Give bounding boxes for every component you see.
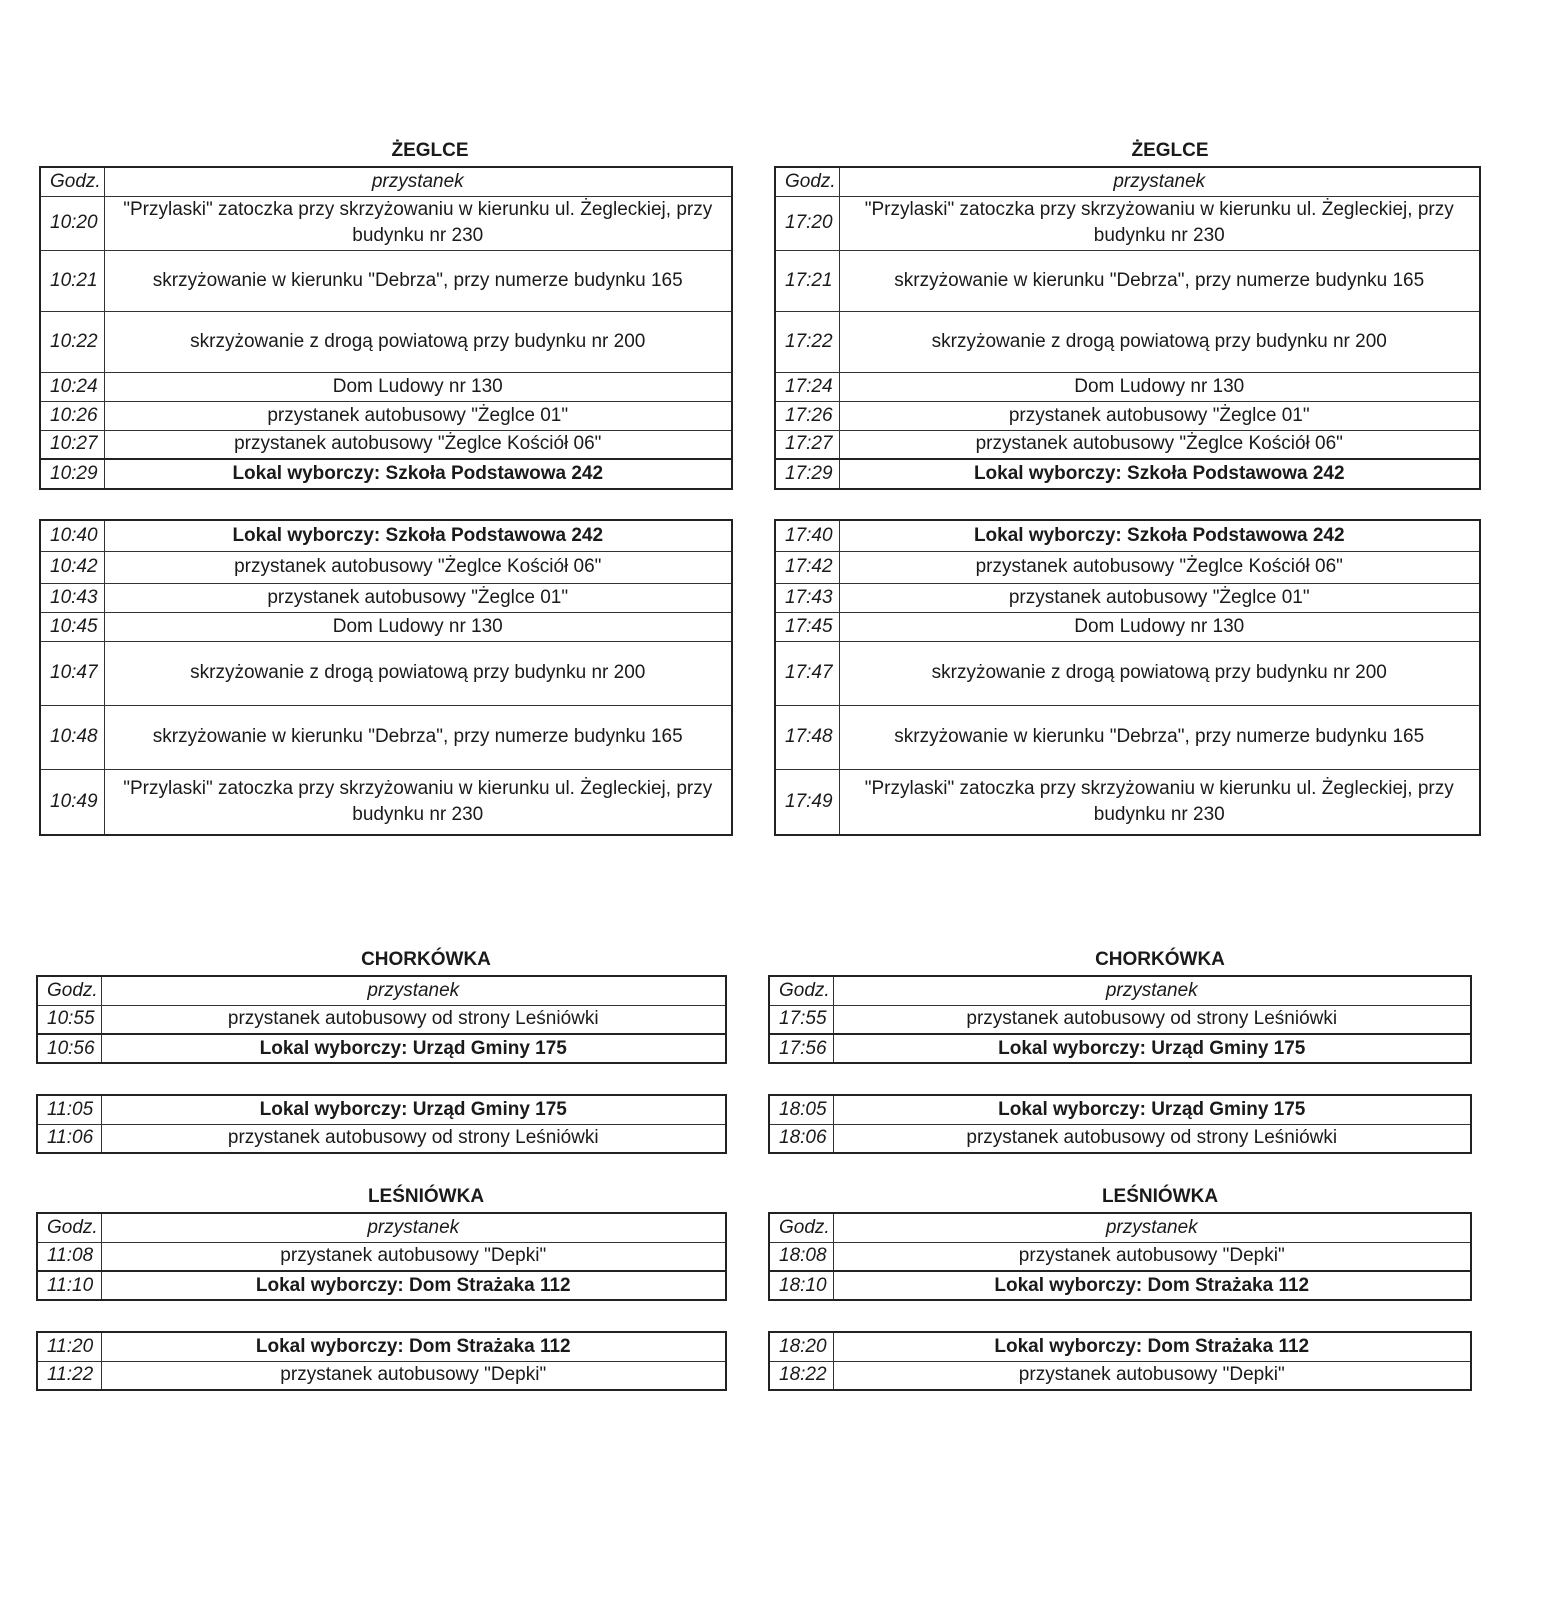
timetable-zeglce-morning-return [39, 519, 733, 836]
table-row [775, 520, 1480, 551]
departure-time: 17:26 [775, 401, 839, 430]
table-row [775, 769, 1480, 835]
table-row [37, 1271, 726, 1300]
stop-name: przystanek autobusowy "Depki" [833, 1242, 1471, 1271]
header-stop: przystanek [101, 1213, 726, 1242]
polling-station-stop: Lokal wyborczy: Urząd Gminy 175 [833, 1034, 1471, 1063]
departure-time: 17:42 [775, 551, 839, 583]
table-row [37, 1124, 726, 1153]
stop-name: przystanek autobusowy od strony Leśniówki [833, 1124, 1471, 1153]
stop-name: przystanek autobusowy "Żeglce 01" [839, 401, 1480, 430]
departure-time: 10:56 [37, 1034, 101, 1063]
section-title-chorkowka-right: CHORKÓWKA [1095, 949, 1225, 970]
stop-name: przystanek autobusowy od strony Leśniówki [833, 1005, 1471, 1034]
stop-name: skrzyżowanie z drogą powiatową przy budynku nr 200 [839, 311, 1480, 372]
section-title-zeglce-left: ŻEGLCE [391, 140, 469, 161]
header-stop: przystanek [833, 976, 1471, 1005]
departure-time: 10:26 [40, 401, 104, 430]
table-row [40, 250, 732, 311]
table-row [775, 583, 1480, 612]
stop-name: skrzyżowanie w kierunku "Debrza", przy numerze budynku 165 [839, 250, 1480, 311]
stop-name: skrzyżowanie w kierunku "Debrza", przy numerze budynku 165 [104, 705, 732, 769]
table-row [40, 196, 732, 250]
stop-name: skrzyżowanie z drogą powiatową przy budynku nr 200 [104, 311, 732, 372]
polling-station-stop: Lokal wyborczy: Urząd Gminy 175 [101, 1034, 726, 1063]
header-row [37, 1213, 726, 1242]
departure-time: 17:55 [769, 1005, 833, 1034]
section-title-zeglce-right: ŻEGLCE [1131, 140, 1209, 161]
departure-time: 18:20 [769, 1332, 833, 1361]
table-row [40, 705, 732, 769]
table-row [775, 372, 1480, 401]
timetable-lesniowka-evening-out [768, 1212, 1472, 1301]
departure-time: 10:48 [40, 705, 104, 769]
stop-name: Dom Ludowy nr 130 [839, 372, 1480, 401]
departure-time: 10:43 [40, 583, 104, 612]
departure-time: 17:48 [775, 705, 839, 769]
table-row [775, 641, 1480, 705]
table-row [37, 1332, 726, 1361]
stop-name: skrzyżowanie w kierunku "Debrza", przy numerze budynku 165 [104, 250, 732, 311]
polling-station-stop: Lokal wyborczy: Szkoła Podstawowa 242 [104, 520, 732, 551]
section-title-lesniowka-right: LEŚNIÓWKA [1101, 1186, 1219, 1207]
table-row [37, 1034, 726, 1063]
timetable-zeglce-evening-return [774, 519, 1481, 836]
table-row [775, 459, 1480, 489]
timetable-zeglce-evening-out [774, 166, 1481, 490]
stop-name: przystanek autobusowy "Żeglce Kościół 06" [839, 551, 1480, 583]
departure-time: 17:21 [775, 250, 839, 311]
departure-time: 17:29 [775, 459, 839, 489]
header-row [37, 976, 726, 1005]
timetable-lesniowka-evening-return [768, 1331, 1472, 1391]
stop-name: skrzyżowanie z drogą powiatową przy budynku nr 200 [104, 641, 732, 705]
table-row [769, 1332, 1471, 1361]
stop-name: przystanek autobusowy "Żeglce Kościół 06" [104, 551, 732, 583]
stop-name: przystanek autobusowy "Żeglce 01" [104, 583, 732, 612]
table-row [40, 372, 732, 401]
section-title-chorkowka-left: CHORKÓWKA [361, 949, 491, 970]
stop-name: "Przylaski" zatoczka przy skrzyżowaniu w kierunku ul. Żegleckiej, przy budynku nr 230 [104, 769, 732, 835]
table-row [775, 401, 1480, 430]
table-row [775, 430, 1480, 459]
header-row [775, 167, 1480, 196]
polling-station-stop: Lokal wyborczy: Szkoła Podstawowa 242 [839, 459, 1480, 489]
table-row [769, 1124, 1471, 1153]
departure-time: 18:06 [769, 1124, 833, 1153]
header-time: Godz. [769, 976, 833, 1005]
table-row [40, 641, 732, 705]
departure-time: 18:05 [769, 1095, 833, 1124]
stop-name: "Przylaski" zatoczka przy skrzyżowaniu w kierunku ul. Żegleckiej, przy budynku nr 230 [839, 196, 1480, 250]
stop-name: skrzyżowanie w kierunku "Debrza", przy numerze budynku 165 [839, 705, 1480, 769]
table-row [40, 769, 732, 835]
header-stop: przystanek [833, 1213, 1471, 1242]
stop-name: Dom Ludowy nr 130 [104, 372, 732, 401]
timetable-chorkowka-evening-out [768, 975, 1472, 1064]
departure-time: 17:56 [769, 1034, 833, 1063]
table-row [775, 612, 1480, 641]
departure-time: 17:45 [775, 612, 839, 641]
departure-time: 17:22 [775, 311, 839, 372]
polling-station-stop: Lokal wyborczy: Dom Strażaka 112 [101, 1271, 726, 1300]
stop-name: "Przylaski" zatoczka przy skrzyżowaniu w kierunku ul. Żegleckiej, przy budynku nr 230 [104, 196, 732, 250]
departure-time: 11:22 [37, 1361, 101, 1390]
header-stop: przystanek [101, 976, 726, 1005]
polling-station-stop: Lokal wyborczy: Dom Strażaka 112 [833, 1271, 1471, 1300]
departure-time: 11:06 [37, 1124, 101, 1153]
timetable-lesniowka-morning-return [36, 1331, 727, 1391]
header-stop: przystanek [839, 167, 1480, 196]
header-time: Godz. [37, 1213, 101, 1242]
table-row [37, 1361, 726, 1390]
departure-time: 17:27 [775, 430, 839, 459]
departure-time: 10:47 [40, 641, 104, 705]
departure-time: 17:40 [775, 520, 839, 551]
departure-time: 10:22 [40, 311, 104, 372]
departure-time: 10:27 [40, 430, 104, 459]
departure-time: 10:20 [40, 196, 104, 250]
table-row [769, 1005, 1471, 1034]
stop-name: przystanek autobusowy "Żeglce 01" [104, 401, 732, 430]
stop-name: przystanek autobusowy "Żeglce 01" [839, 583, 1480, 612]
departure-time: 10:40 [40, 520, 104, 551]
departure-time: 11:05 [37, 1095, 101, 1124]
table-row [40, 551, 732, 583]
header-row [769, 976, 1471, 1005]
header-time: Godz. [40, 167, 104, 196]
table-row [769, 1361, 1471, 1390]
polling-station-stop: Lokal wyborczy: Urząd Gminy 175 [833, 1095, 1471, 1124]
departure-time: 17:20 [775, 196, 839, 250]
table-row [37, 1242, 726, 1271]
stop-name: przystanek autobusowy "Depki" [101, 1242, 726, 1271]
departure-time: 11:10 [37, 1271, 101, 1300]
timetable-chorkowka-morning-return [36, 1094, 727, 1154]
stop-name: przystanek autobusowy "Depki" [101, 1361, 726, 1390]
table-row [769, 1271, 1471, 1300]
header-row [769, 1213, 1471, 1242]
table-row [40, 612, 732, 641]
section-title-lesniowka-left: LEŚNIÓWKA [367, 1186, 485, 1207]
stop-name: Dom Ludowy nr 130 [839, 612, 1480, 641]
table-row [40, 311, 732, 372]
departure-time: 10:55 [37, 1005, 101, 1034]
table-row [775, 551, 1480, 583]
timetable-chorkowka-evening-return [768, 1094, 1472, 1154]
header-time: Godz. [37, 976, 101, 1005]
polling-station-stop: Lokal wyborczy: Dom Strażaka 112 [101, 1332, 726, 1361]
polling-station-stop: Lokal wyborczy: Urząd Gminy 175 [101, 1095, 726, 1124]
polling-station-stop: Lokal wyborczy: Dom Strażaka 112 [833, 1332, 1471, 1361]
table-row [40, 401, 732, 430]
departure-time: 18:22 [769, 1361, 833, 1390]
departure-time: 17:24 [775, 372, 839, 401]
departure-time: 11:08 [37, 1242, 101, 1271]
table-row [37, 1095, 726, 1124]
departure-time: 10:45 [40, 612, 104, 641]
departure-time: 10:24 [40, 372, 104, 401]
departure-time: 10:42 [40, 551, 104, 583]
table-row [37, 1005, 726, 1034]
table-row [775, 311, 1480, 372]
table-row [40, 583, 732, 612]
table-row [40, 430, 732, 459]
departure-time: 17:47 [775, 641, 839, 705]
polling-station-stop: Lokal wyborczy: Szkoła Podstawowa 242 [839, 520, 1480, 551]
departure-time: 18:10 [769, 1271, 833, 1300]
stop-name: przystanek autobusowy "Żeglce Kościół 06" [839, 430, 1480, 459]
stop-name: przystanek autobusowy od strony Leśniówki [101, 1124, 726, 1153]
departure-time: 17:43 [775, 583, 839, 612]
stop-name: przystanek autobusowy "Depki" [833, 1361, 1471, 1390]
table-row [40, 459, 732, 489]
table-row [40, 520, 732, 551]
header-time: Godz. [769, 1213, 833, 1242]
header-row [40, 167, 732, 196]
table-row [769, 1242, 1471, 1271]
stop-name: skrzyżowanie z drogą powiatową przy budynku nr 200 [839, 641, 1480, 705]
timetable-chorkowka-morning-out [36, 975, 727, 1064]
timetable-zeglce-morning-out [39, 166, 733, 490]
table-row [775, 196, 1480, 250]
departure-time: 10:49 [40, 769, 104, 835]
departure-time: 10:21 [40, 250, 104, 311]
departure-time: 17:49 [775, 769, 839, 835]
timetable-lesniowka-morning-out [36, 1212, 727, 1301]
departure-time: 18:08 [769, 1242, 833, 1271]
polling-station-stop: Lokal wyborczy: Szkoła Podstawowa 242 [104, 459, 732, 489]
table-row [769, 1095, 1471, 1124]
table-row [769, 1034, 1471, 1063]
table-row [775, 705, 1480, 769]
header-time: Godz. [775, 167, 839, 196]
stop-name: "Przylaski" zatoczka przy skrzyżowaniu w kierunku ul. Żegleckiej, przy budynku nr 230 [839, 769, 1480, 835]
header-stop: przystanek [104, 167, 732, 196]
stop-name: Dom Ludowy nr 130 [104, 612, 732, 641]
departure-time: 10:29 [40, 459, 104, 489]
departure-time: 11:20 [37, 1332, 101, 1361]
stop-name: przystanek autobusowy "Żeglce Kościół 06" [104, 430, 732, 459]
table-row [775, 250, 1480, 311]
stop-name: przystanek autobusowy od strony Leśniówki [101, 1005, 726, 1034]
